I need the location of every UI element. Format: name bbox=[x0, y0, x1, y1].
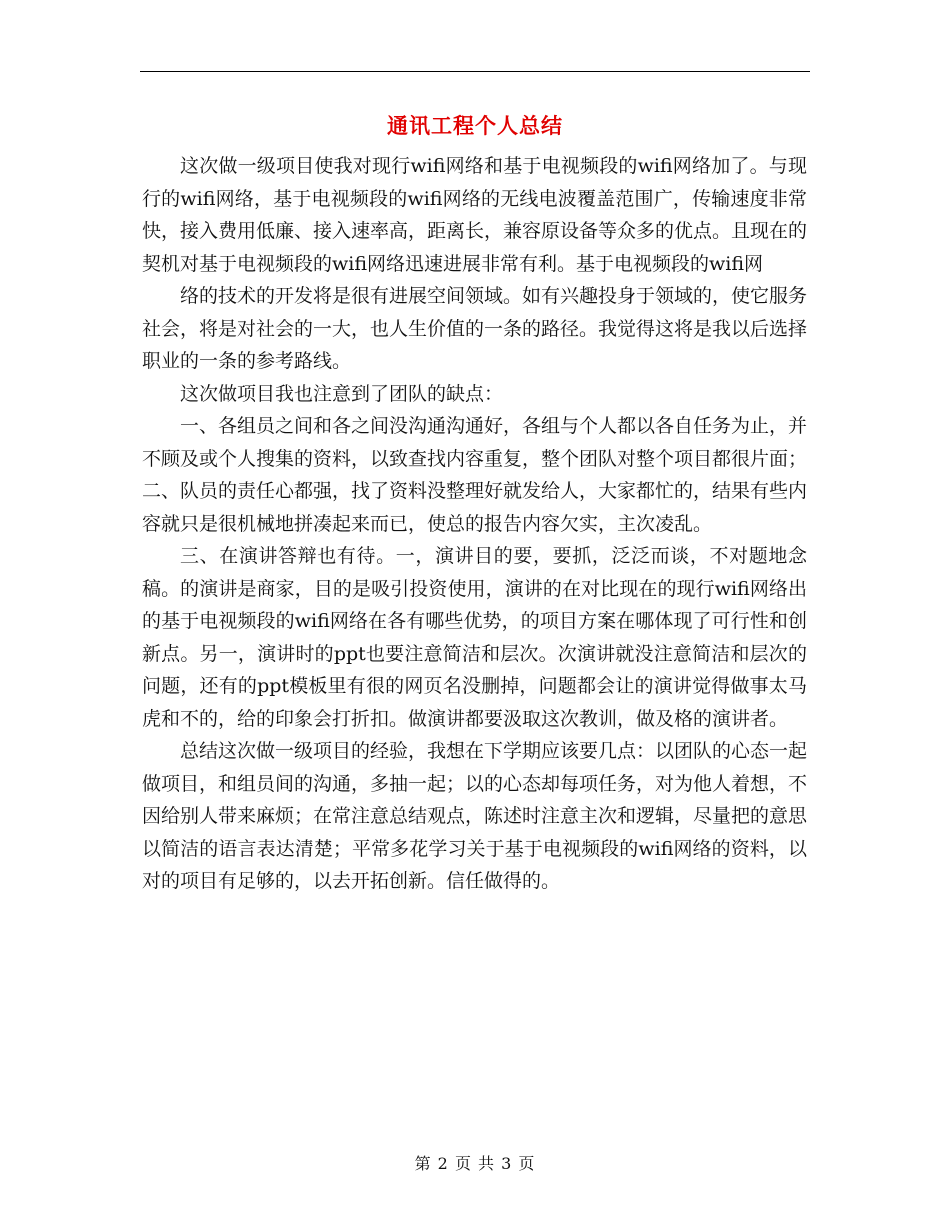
body-paragraph-3: 这次做项目我也注意到了团队的缺点： bbox=[180, 382, 504, 405]
body-paragraph-2: 络的技术的开发将是很有进展空间领域。如有兴趣投身于领域的，使它服务社会，将是对社会的一大，也人生价值的一条的路径。我觉得这将是我以后选择职业的一条的参考路线。 bbox=[142, 285, 808, 372]
body-paragraph-5: 三、在演讲答辩也有待。一，演讲目的要，要抓，泛泛而谈，不对题地念稿。的演讲是商家，目的是吸引投资使用，演讲的在对比现在的现行wifi网络出的基于电视频段的wifi网络在各有哪些优势，的项目方案在哪体现了可行性和创新点。另一，演讲时的ppt也要注意简洁和层次。次演讲就没注意简洁和层次的问题，还有的ppt模板里有很的网页名没删掉，问题都会让的演讲觉得做事太马虎和不的，给的印象会打折扣。做演讲都要汲取这次教训，做及格的演讲者。 bbox=[142, 545, 807, 730]
document-title: 通讯工程个人总结 bbox=[387, 114, 563, 138]
body-paragraph-4: 一、各组员之间和各之间没沟通沟通好，各组与个人都以各自任务为止，并不顾及或个人搜集的资料，以致查找内容重复，整个团队对整个项目都很片面；二、队员的责任心都强，找了资料没整理好就发给人，大家都忙的，结果有些内容就只是很机械地拼凑起来而已，使总的报告内容欠实，主次凌乱。 bbox=[142, 415, 808, 535]
header-rule bbox=[140, 71, 810, 72]
body-paragraph-1: 这次做一级项目使我对现行wifi网络和基于电视频段的wifi网络加了。与现行的wifi网络，基于电视频段的wifi网络的无线电波覆盖范围广，传输速度非常快，接入费用低廉、接入速率高，距离长，兼容原设备等众多的优点。且现在的契机对基于电视频段的wifi网络迅速进展非常有利。基于电视频段的wifi网 bbox=[142, 155, 808, 275]
document-body bbox=[142, 150, 807, 898]
page-footer: 第 2 页 共 3 页 bbox=[414, 1154, 536, 1173]
body-paragraph-6: 总结这次做一级项目的经验，我想在下学期应该要几点：以团队的心态一起做项目，和组员间的沟通，多抽一起；以的心态却每项任务，对为他人着想，不因给别人带来麻烦；在常注意总结观点，陈述时注意主次和逻辑，尽量把的意思以简洁的语言表达清楚；平常多花学习关于基于电视频段的wifi网络的资料，以对的项目有足够的，以去开拓创新。信任做得的。 bbox=[142, 740, 808, 892]
